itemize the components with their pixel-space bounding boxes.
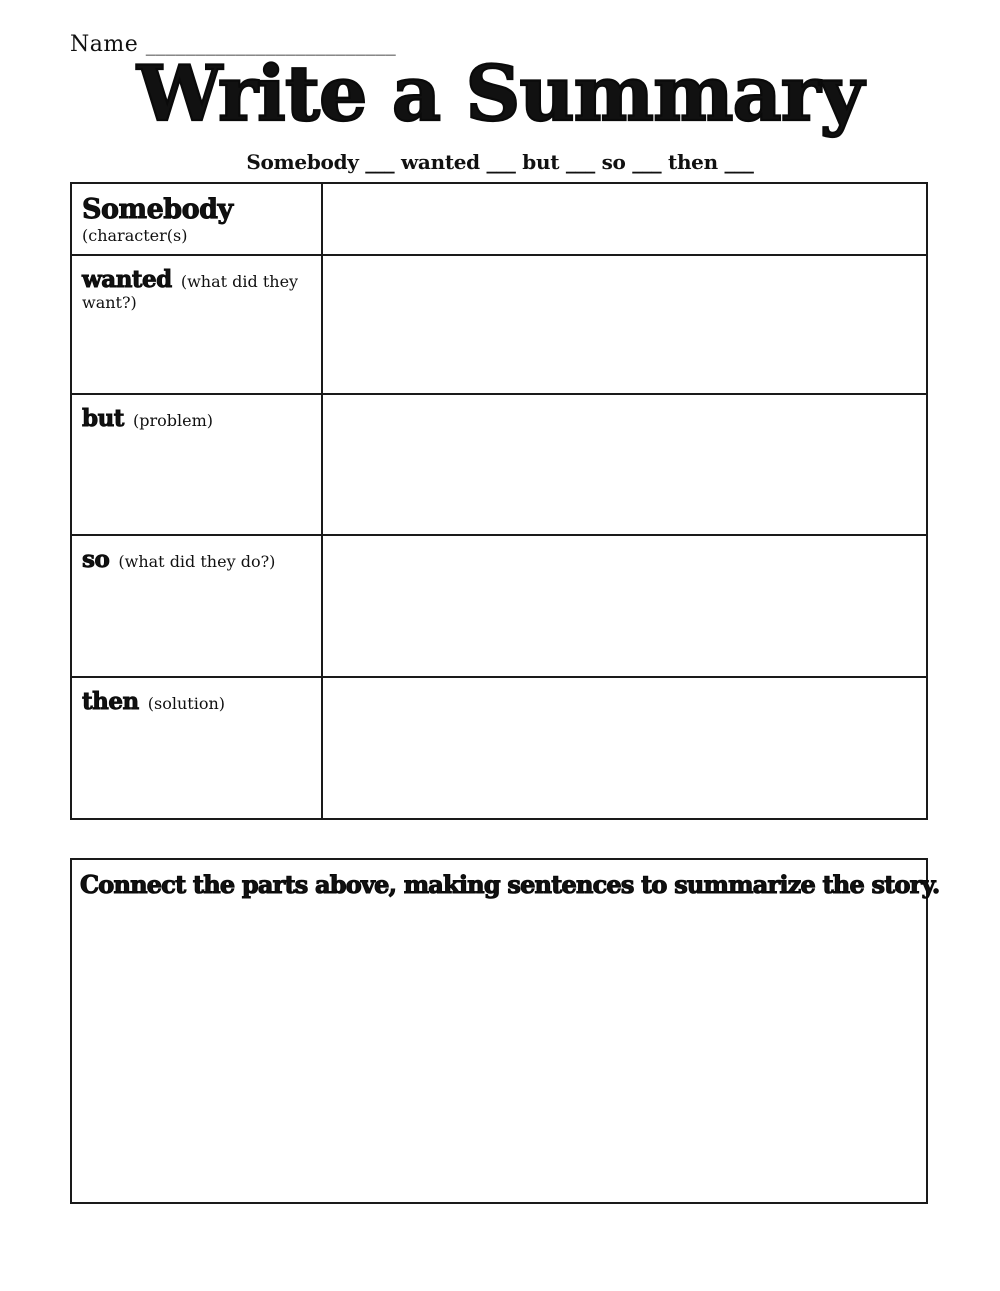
row-label: so: [82, 546, 110, 573]
name-label: Name: [70, 32, 139, 57]
row-note: (character(s): [82, 226, 188, 245]
row-label-cell: [72, 256, 323, 393]
row-label-cell: [72, 395, 323, 534]
answer-cell-somebody[interactable]: [323, 184, 926, 254]
row-note: (solution): [147, 694, 226, 713]
table-row-then: [72, 676, 926, 818]
summary-answer-area[interactable]: [72, 899, 926, 1189]
answer-cell-so[interactable]: [323, 536, 926, 676]
answer-cell-but[interactable]: [323, 395, 926, 534]
row-label: but: [82, 405, 124, 432]
subtitle-mnemonic: Somebody ___ wanted ___ but ___ so ___ then ___: [246, 150, 754, 174]
row-label: wanted: [82, 266, 172, 293]
row-label: then: [82, 688, 139, 715]
row-note: (problem): [133, 411, 214, 430]
summary-box: [70, 858, 940, 1204]
row-label-cell: [72, 536, 323, 676]
table-row-somebody: [72, 184, 926, 254]
row-label-cell: [72, 678, 323, 818]
answer-cell-then[interactable]: [323, 678, 926, 818]
row-label: Somebody: [82, 194, 233, 225]
table-row-so: [72, 534, 926, 676]
table-row-wanted: [72, 254, 926, 393]
summary-instructions: Connect the parts above, making sentences to summarize the story.: [80, 870, 940, 899]
summary-table: [70, 182, 928, 820]
page-title: Write a Summary: [137, 49, 863, 138]
answer-cell-wanted[interactable]: [323, 256, 926, 393]
row-note: (what did they do?): [118, 552, 276, 571]
row-note: (what did they want?): [82, 272, 299, 312]
name-blank[interactable]: _________________________: [145, 32, 396, 56]
row-label-cell: [72, 184, 323, 254]
table-row-but: [72, 393, 926, 534]
